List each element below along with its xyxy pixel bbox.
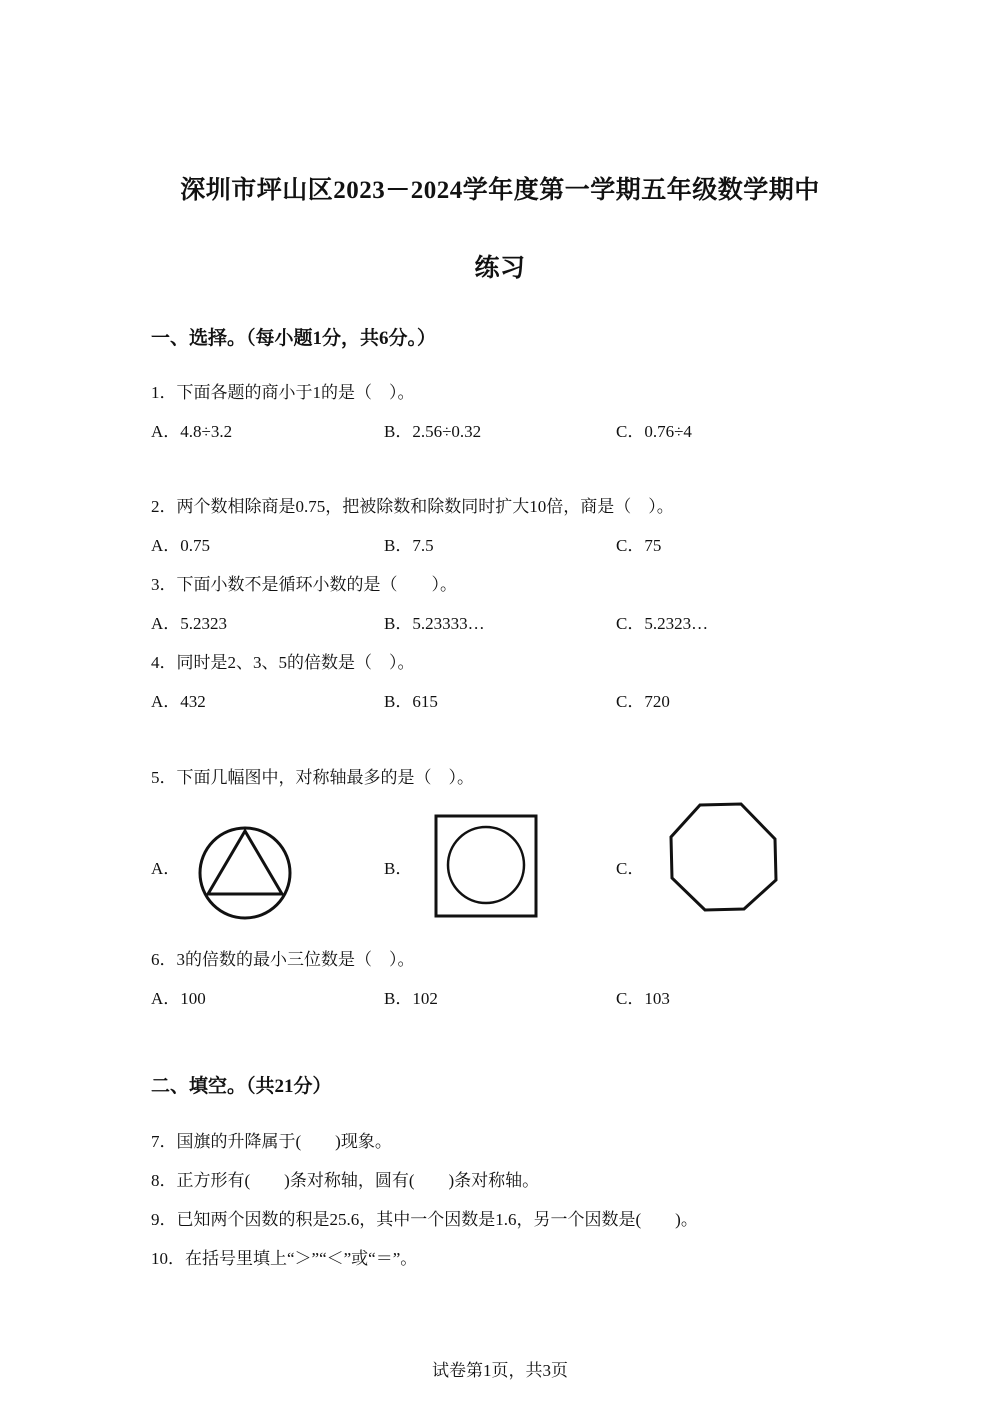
question-5-stem: 5．下面几幅图中，对称轴最多的是（ ）。 [151, 768, 474, 787]
question-4-option-a: A．432 [151, 692, 206, 711]
question-1-stem: 1．下面各题的商小于1的是（ ）。 [151, 383, 415, 402]
figure-b-circle [448, 827, 524, 903]
figure-a-circle [200, 828, 290, 918]
question-1-option-c: C．0.76÷4 [616, 422, 692, 441]
question-6-option-b: B．102 [384, 989, 438, 1008]
section2-heading: 二、填空。（共21分） [151, 1076, 332, 1097]
question-6-stem: 6．3的倍数的最小三位数是（ ）。 [151, 950, 415, 969]
question-4-option-c: C．720 [616, 692, 670, 711]
section1-heading: 一、选择。（每小题1分，共6分。） [151, 328, 437, 349]
question-5-option-a: A． [151, 859, 181, 878]
question-6-option-c: C．103 [616, 989, 670, 1008]
question-6-option-a: A．100 [151, 989, 206, 1008]
question-2-option-b: B．7.5 [384, 536, 434, 555]
question-9: 9．已知两个因数的积是25.6，其中一个因数是1.6，另一个因数是( )。 [151, 1210, 698, 1229]
question-2-stem: 2．两个数相除商是0.75，把被除数和除数同时扩大10倍，商是（ ）。 [151, 497, 674, 516]
question-3-option-a: A．5.2323 [151, 614, 228, 633]
question-7: 7．国旗的升降属于( )现象。 [151, 1132, 392, 1151]
question-3-stem: 3．下面小数不是循环小数的是（ ）。 [151, 575, 457, 594]
triangle-in-circle-figure [196, 824, 294, 922]
figure-a-triangle [208, 831, 282, 894]
question-4-stem: 4．同时是2、3、5的倍数是（ ）。 [151, 653, 415, 672]
exam-title-line2: 练习 [474, 255, 526, 282]
question-4-option-b: B．615 [384, 692, 438, 711]
question-8: 8．正方形有( )条对称轴，圆有( )条对称轴。 [151, 1171, 540, 1190]
exam-title-line1: 深圳市坪山区2023－2024学年度第一学期五年级数学期中 [180, 177, 820, 204]
question-5-option-c: C． [616, 859, 645, 878]
question-1-option-a: A．4.8÷3.2 [151, 422, 233, 441]
question-5-option-b: B． [384, 859, 413, 878]
question-1-option-b: B．2.56÷0.32 [384, 422, 482, 441]
question-2-option-c: C．75 [616, 536, 662, 555]
page-footer: 试卷第1页，共3页 [432, 1361, 568, 1380]
question-3-option-c: C．5.2323… [616, 614, 709, 633]
circle-in-square-figure [433, 813, 539, 919]
octagon-figure [667, 801, 781, 915]
question-10: 10．在括号里填上“＞”“＜”或“＝”。 [151, 1249, 418, 1268]
figure-c-octagon [671, 804, 776, 910]
question-2-option-a: A．0.75 [151, 536, 211, 555]
question-3-option-b: B．5.23333… [384, 614, 485, 633]
figure-b-square [436, 816, 536, 916]
